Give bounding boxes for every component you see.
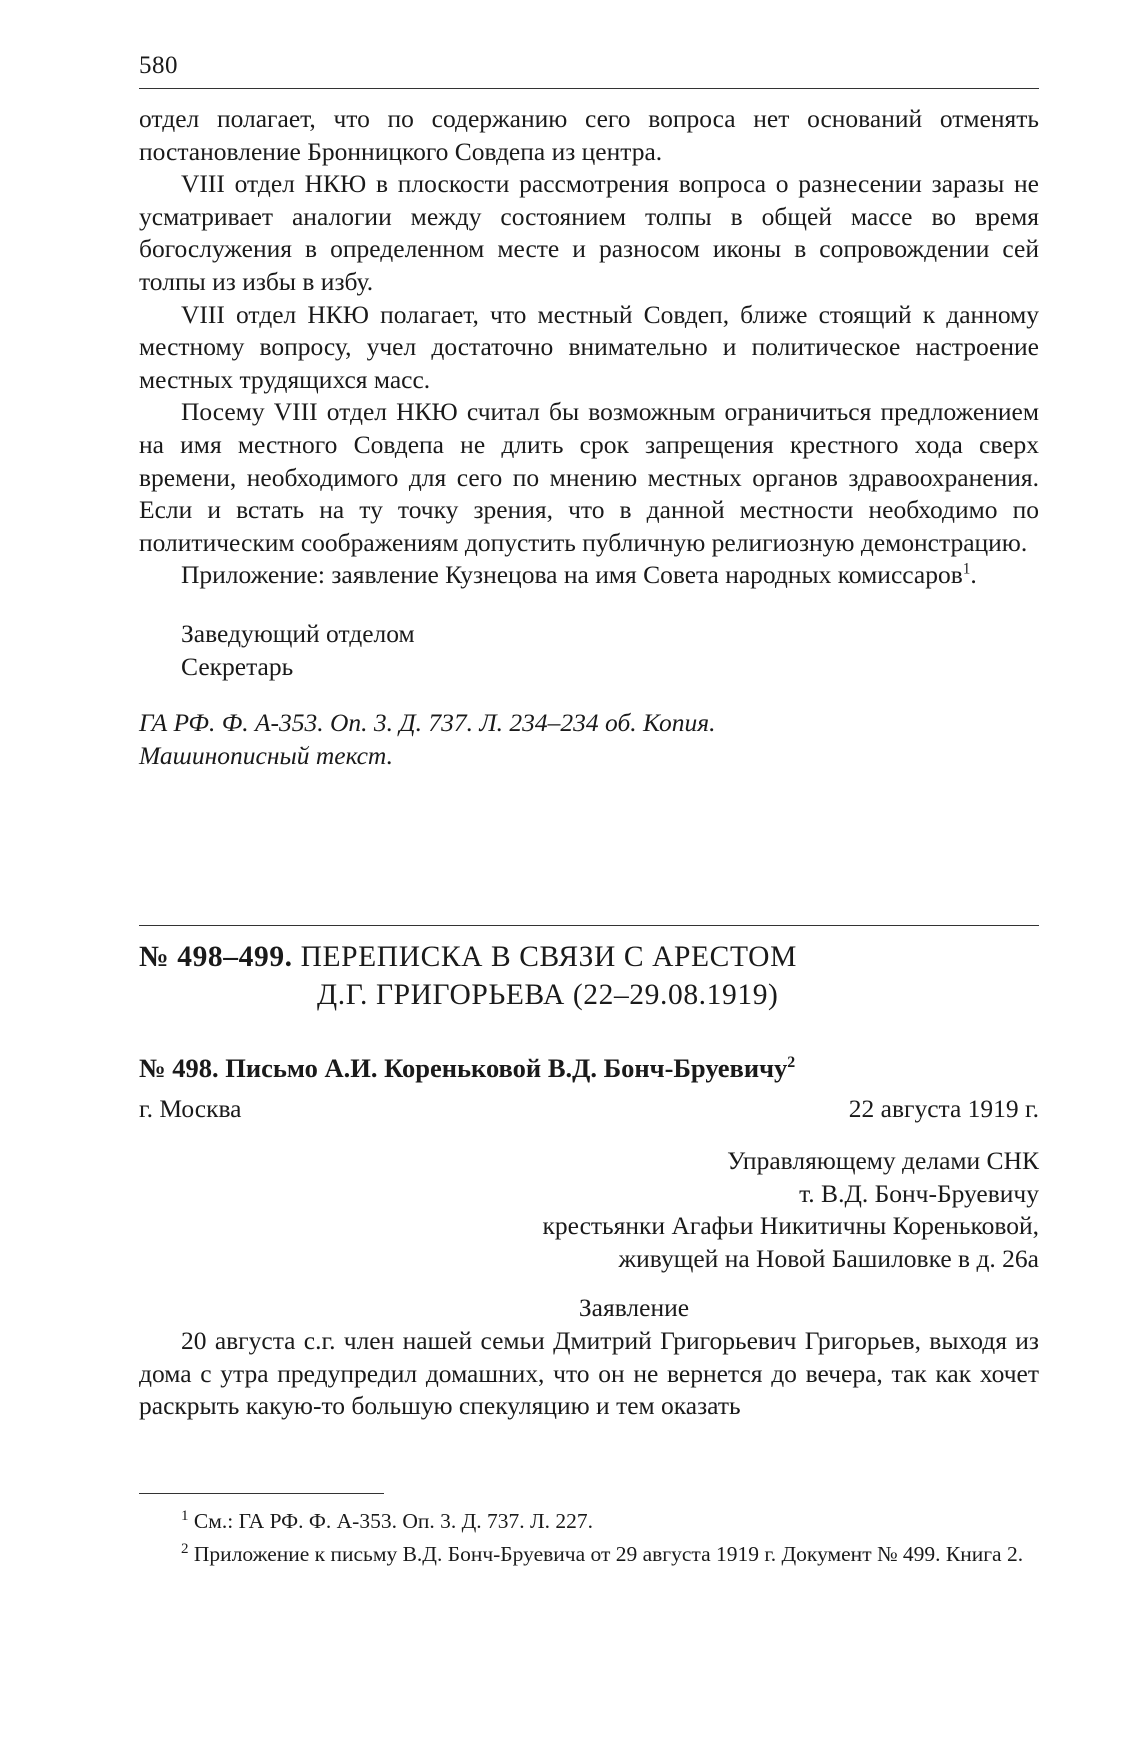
section-title-line-2: Д.Г. ГРИГОРЬЕВА (22–29.08.1919): [317, 979, 779, 1011]
footnote-rule: [139, 1493, 384, 1494]
section-number: № 498–499.: [139, 941, 293, 973]
addressee-line: крестьянки Агафьи Никитичны Кореньковой,: [542, 1211, 1039, 1241]
place: г. Москва: [139, 1094, 242, 1123]
document-heading: [139, 1053, 1039, 1084]
footnote-text: Приложение к письму В.Д. Бонч-Бруевича от 29 августа 1919 г. Документ № 499. Книга 2.: [193, 1542, 1024, 1566]
addressee-block: [139, 1145, 1039, 1275]
footnote-ref: 1: [962, 560, 971, 578]
section-rule: [139, 925, 1039, 926]
paragraph: отдел полагает, что по содержанию сего вопроса нет оснований отменять постановление Бронницкого Совдепа из центра.: [139, 104, 1039, 166]
section-title-line-1: ПЕРЕПИСКА В СВЯЗИ С АРЕСТОМ: [300, 941, 797, 973]
source-citation: [139, 707, 1039, 772]
date: 22 августа 1919 г.: [848, 1094, 1039, 1123]
header-rule: [139, 88, 1039, 89]
paragraph: VIII отдел НКЮ в плоскости рассмотрения вопроса о разнесении заразы не усматривает аналогии между состоянием толпы в общей массе во время богослужения в определенном месте и разносом иконы в сопровождении сей толпы из избы в избу.: [139, 169, 1039, 296]
document-title: № 498. Письмо А.И. Кореньковой В.Д. Бонч-Бруевичу: [139, 1053, 788, 1083]
paragraph: VIII отдел НКЮ полагает, что местный Совдеп, ближе стоящий к данному местному вопросу, учел достаточно внимательно и политическое настроение местных трудящихся масс.: [139, 299, 1039, 394]
footnote-number: 1: [181, 1507, 189, 1524]
appendix-note: [139, 559, 1039, 592]
footnote: [139, 1505, 1039, 1538]
statement-title: Заявление: [578, 1293, 690, 1322]
appendix-end: .: [970, 560, 977, 590]
footnote-number: 2: [181, 1540, 189, 1557]
signature-secretary: Секретарь: [181, 651, 294, 681]
place-date-line: [139, 1094, 1039, 1124]
footnotes: [139, 1505, 1039, 1571]
section-heading: [139, 938, 1039, 1014]
source-line-1: ГА РФ. Ф. А-353. Оп. 3. Д. 737. Л. 234–234 об. Копия.: [139, 708, 716, 738]
footnote: [139, 1538, 1039, 1571]
footnote-ref: 2: [787, 1054, 796, 1072]
appendix-text: Приложение: заявление Кузнецова на имя Совета народных комиссаров: [181, 560, 963, 590]
page-number: 580: [139, 52, 178, 79]
signature-head: Заведующий отделом: [181, 618, 415, 648]
body-text: [139, 103, 1039, 772]
addressee-line: т. В.Д. Бонч-Бруевичу: [799, 1178, 1039, 1208]
addressee-line: живущей на Новой Башиловке в д. 26а: [618, 1243, 1039, 1273]
source-line-2: Машинописный текст.: [139, 740, 394, 770]
statement-text: 20 августа с.г. член нашей семьи Дмитрий Григорьевич Григорьев, выходя из дома с утра предупредил домашних, что он не вернется до вечера, так как хочет раскрыть какую-то большую спекуляцию и тем оказать: [139, 1326, 1039, 1421]
addressee-line: Управляющему делами СНК: [727, 1146, 1039, 1175]
paragraph: Посему VIII отдел НКЮ считал бы возможным ограничиться предложением на имя местного Совдепа не длить срок запрещения крестного хода сверх времени, необходимого для сего по мнению местных органов здравоохранения. Если и встать на ту точку зрения, что в данной местности необходимо по политическим соображениям допустить публичную религиозную демонстрацию.: [139, 397, 1039, 557]
signatures: [181, 618, 1039, 683]
footnote-text: См.: ГА РФ. Ф. А-353. Оп. 3. Д. 737. Л. 227.: [193, 1509, 593, 1533]
